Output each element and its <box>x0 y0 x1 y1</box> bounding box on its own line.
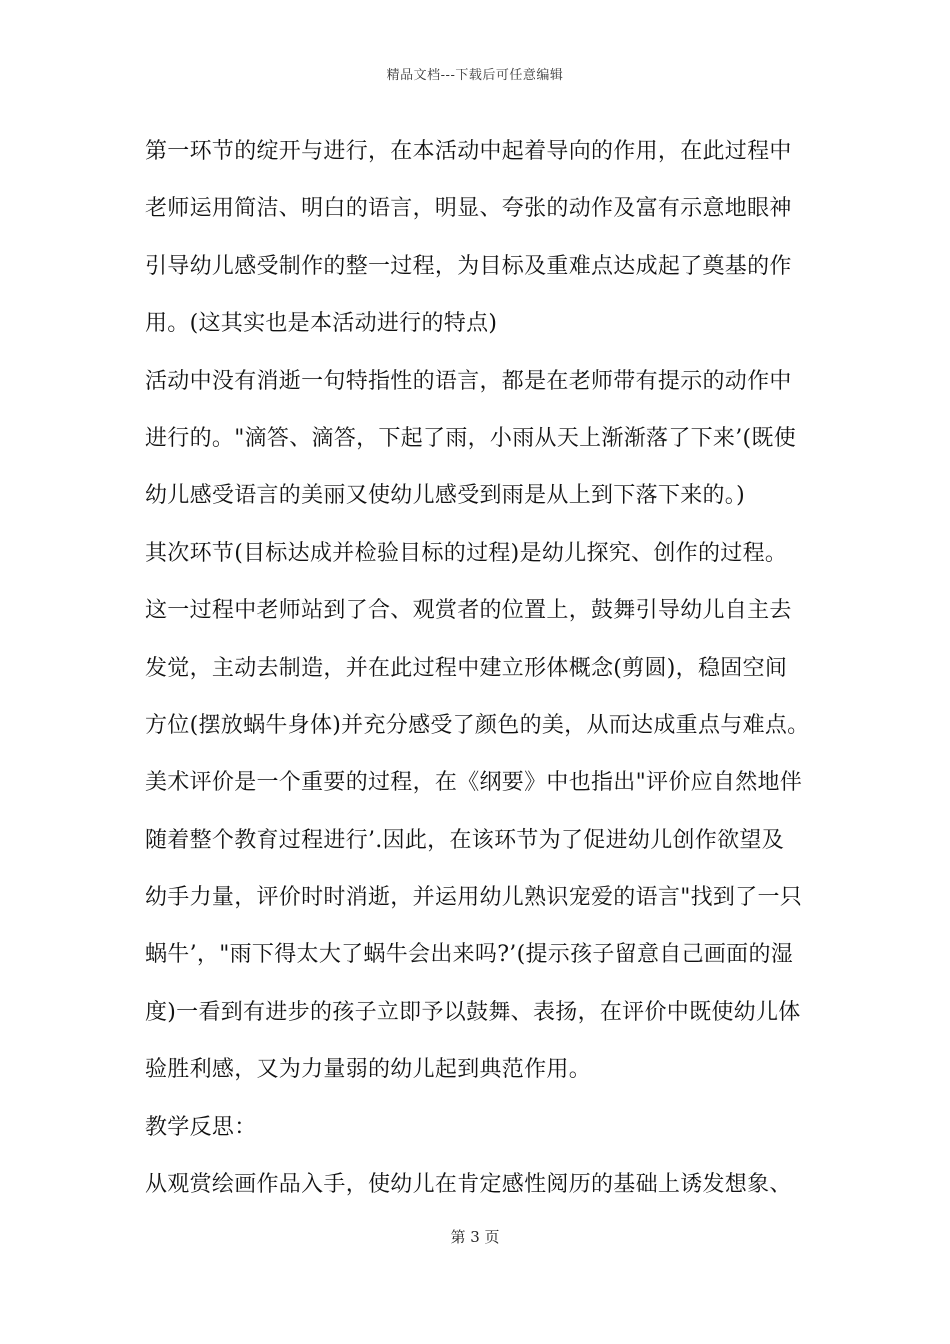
page-header: 精品文档---下载后可任意编辑 <box>386 68 564 83</box>
text-line: 方位(摆放蜗牛身体)并充分感受了颜色的美，从而达成重点与难点。 <box>145 712 810 738</box>
text-line: 从观赏绘画作品入手，使幼儿在肯定感性阅历的基础上诱发想象、 <box>145 1172 792 1198</box>
text-line: 幼手力量，评价时时消逝，并运用幼儿熟识宠爱的语言"找到了一只 <box>145 885 803 911</box>
text-line: 进行的。"滴答、滴答，下起了雨，小雨从天上渐渐落了下来’(既使 <box>145 425 796 451</box>
section-heading: 教学反思： <box>145 1114 257 1140</box>
text-line: 其次环节(目标达成并检验目标的过程)是幼儿探究、创作的过程。 <box>145 540 788 566</box>
text-line: 美术评价是一个重要的过程，在《纲要》中也指出"评价应自然地伴 <box>145 770 803 796</box>
document-body <box>145 129 815 1219</box>
page-number: 第 3 页 <box>450 1228 500 1246</box>
text-line: 引导幼儿感受制作的整一过程，为目标及重难点达成起了奠基的作 <box>145 253 792 279</box>
text-line: 这一过程中老师站到了合、观赏者的位置上，鼓舞引导幼儿自主去 <box>145 598 792 624</box>
text-line: 老师运用简洁、明白的语言，明显、夸张的动作及富有示意地眼神 <box>145 196 792 222</box>
text-line: 幼儿感受语言的美丽又使幼儿感受到雨是从上到下落下来的。) <box>145 483 745 509</box>
text-line: 活动中没有消逝一句特指性的语言，都是在老师带有提示的动作中 <box>145 368 792 394</box>
text-line: 蜗牛’，"雨下得太大了蜗牛会出来吗?’(提示孩子留意自己画面的湿 <box>145 942 794 968</box>
text-line: 发觉，主动去制造，并在此过程中建立形体概念(剪圆)，稳固空间 <box>145 655 788 681</box>
text-line: 用。(这其实也是本活动进行的特点) <box>145 311 498 337</box>
text-line: 验胜利感，又为力量弱的幼儿起到典范作用。 <box>145 1057 592 1083</box>
text-line: 第一环节的绽开与进行，在本活动中起着导向的作用，在此过程中 <box>145 139 792 164</box>
text-line: 随着整个教育过程进行’.因此，在该环节为了促进幼儿创作欲望及 <box>145 827 784 853</box>
text-line: 度)一看到有进步的孩子立即予以鼓舞、表扬，在评价中既使幼儿体 <box>145 999 801 1025</box>
